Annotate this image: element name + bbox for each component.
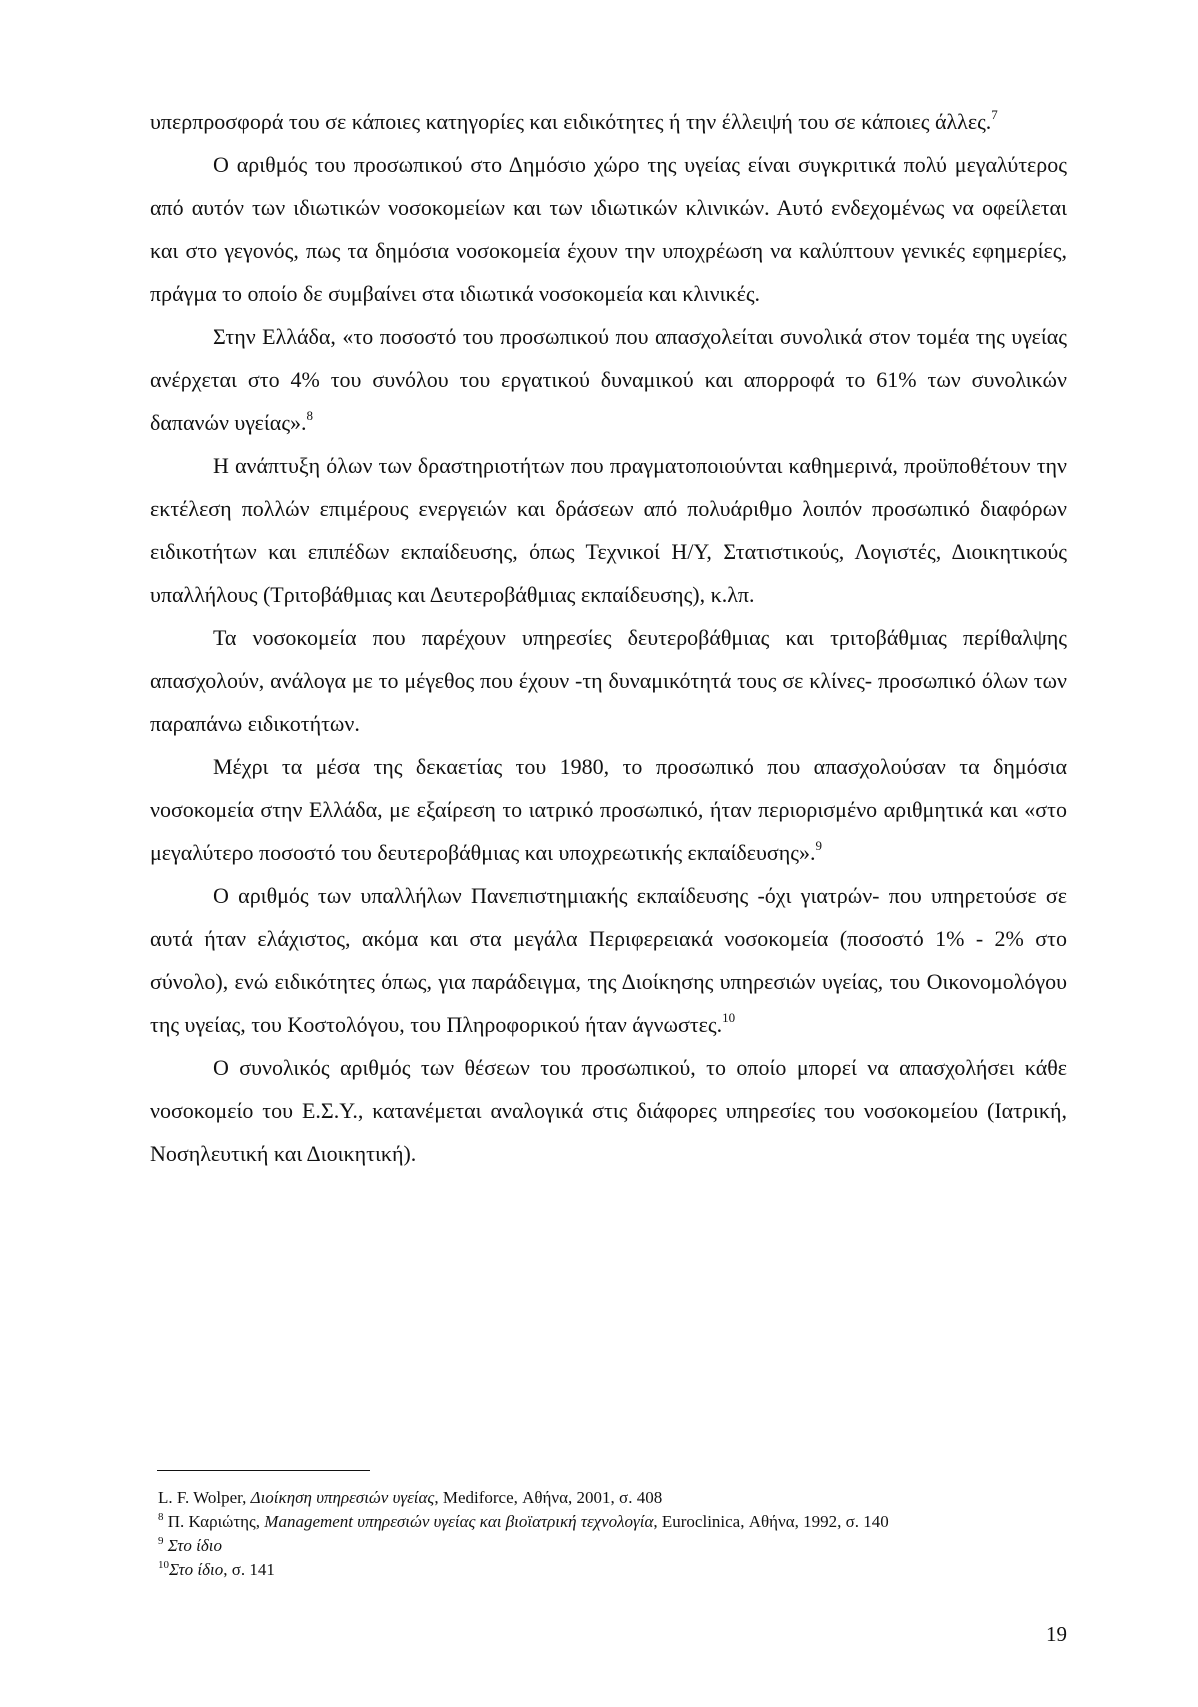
paragraph: Στην Ελλάδα, «το ποσοστό του προσωπικού που απασχολείται συνολικά στον τομέα της υγείας ανέρχεται στο 4% του συνόλου του εργατικού δυναμικού και απορροφά το 61% των συνολικών δαπανών υγείας».$^8$ bbox=[150, 324, 1067, 435]
paragraph: Ο αριθμός του προσωπικού στο Δημόσιο χώρο της υγείας είναι συγκριτικά πολύ μεγαλύτερος από αυτόν των ιδιωτικών νοσοκομείων και των ιδιωτικών κλινικών. Αυτό ενδεχομένως να οφείλεται και στο γεγονός, πως τα δημόσια νοσοκομεία έχουν την υποχρέωση να καλύπτουν γενικές εφημερίες, πράγμα το οποίο δε συμβαίνει στα ιδιωτικά νοσοκομεία και κλινικές. bbox=[150, 152, 1067, 306]
footnote: $^{10}$Στο ίδιο, σ. 141 bbox=[158, 1559, 275, 1579]
footnote-ref[interactable]: 9 bbox=[815, 838, 822, 853]
body-text bbox=[150, 100, 1067, 1175]
paragraph: Ο αριθμός των υπαλλήλων Πανεπιστημιακής εκπαίδευσης -όχι γιατρών- που υπηρετούσε σε αυτά ήταν ελάχιστος, ακόμα και στα μεγάλα Περιφερειακά νοσοκομεία (ποσοστό 1% - 2% στο σύνολο), ενώ ειδικότητες όπως, για παράδειγμα, της Διοίκησης υπηρεσιών υγείας, του Οικονομολόγου της υγείας, του Κοστολόγου, του Πληροφορικού ήταν άγνωστες.$^{10}$ bbox=[150, 883, 1067, 1037]
footnote: $^9$ Στο ίδιο bbox=[158, 1535, 222, 1555]
page-number: 19 bbox=[1046, 1622, 1067, 1646]
paragraph: Ο συνολικός αριθμός των θέσεων του προσωπικού, το οποίο μπορεί να απασχολήσει κάθε νοσοκομείο του Ε.Σ.Υ., κατανέμεται αναλογικά στις διάφορες υπηρεσίες του νοσοκομείου (Ιατρική, Νοσηλευτική και Διοικητική). bbox=[150, 1055, 1067, 1166]
footnotes bbox=[158, 1486, 1068, 1582]
paragraph: Τα νοσοκομεία που παρέχουν υπηρεσίες δευτεροβάθμιας και τριτοβάθμιας περίθαλψης απασχολούν, ανάλογα με το μέγεθος που έχουν -τη δυναμικότητά τους σε κλίνες- προσωπικό όλων των παραπάνω ειδικοτήτων. bbox=[150, 625, 1067, 736]
footnote-ref[interactable]: 7 bbox=[991, 107, 998, 122]
footnote-ref[interactable]: 10 bbox=[722, 1010, 736, 1025]
footnote: L. F. Wolper, Διοίκηση υπηρεσιών υγείας, Mediforce, Αθήνα, 2001, σ. 408 bbox=[158, 1488, 663, 1507]
footnote: $^8$ Π. Καριώτης, Management υπηρεσιών υγείας και βιοϊατρική τεχνολογία, Euroclinica, Αθήνα, 1992, σ. 140 bbox=[158, 1511, 889, 1531]
paragraph: υπερπροσφορά του σε κάποιες κατηγορίες και ειδικότητες ή την έλλειψή του σε κάποιες άλλες.$^7$ bbox=[150, 107, 998, 134]
paragraph: Μέχρι τα μέσα της δεκαετίας του 1980, το προσωπικό που απασχολούσαν τα δημόσια νοσοκομεία στην Ελλάδα, με εξαίρεση το ιατρικό προσωπικό, ήταν περιορισμένο αριθμητικά και «στο μεγαλύτερο ποσοστό του δευτεροβάθμιας και υποχρεωτικής εκπαίδευσης».$^9$ bbox=[150, 754, 1067, 865]
paragraph: Η ανάπτυξη όλων των δραστηριοτήτων που πραγματοποιούνται καθημερινά, προϋποθέτουν την εκτέλεση πολλών επιμέρους ενεργειών και δράσεων από πολυάριθμο λοιπόν προσωπικό διαφόρων ειδικοτήτων και επιπέδων εκπαίδευσης, όπως Τεχνικοί Η/Υ, Στατιστικούς, Λογιστές, Διοικητικούς υπαλλήλους (Τριτοβάθμιας και Δευτεροβάθμιας εκπαίδευσης), κ.λπ. bbox=[150, 453, 1067, 607]
footnote-divider bbox=[157, 1470, 370, 1471]
footnote-ref[interactable]: 8 bbox=[306, 408, 314, 423]
